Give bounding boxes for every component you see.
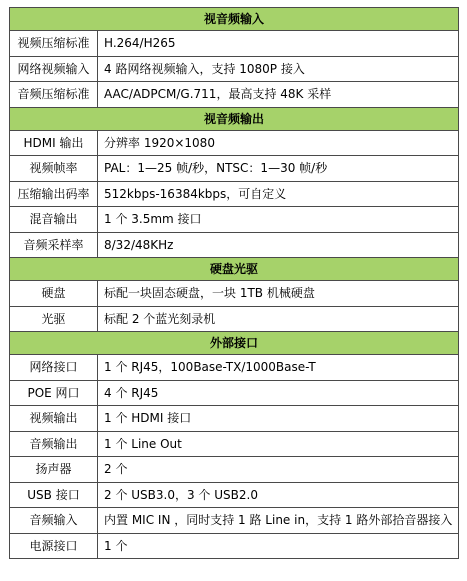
row-label: 音频输入 [10, 508, 98, 534]
table-row [10, 380, 459, 406]
table-row [10, 508, 459, 534]
row-label: 扬声器 [10, 457, 98, 483]
table-row [10, 31, 459, 57]
section-title: 硬盘光驱 [10, 258, 459, 281]
row-label: 硬盘 [10, 281, 98, 307]
row-value: 8/32/48KHz [98, 232, 459, 258]
table-row [10, 306, 459, 332]
row-value: AAC/ADPCM/G.711，最高支持 48K 采样 [98, 82, 459, 108]
row-value: 2 个 [98, 457, 459, 483]
section-header [10, 107, 459, 130]
table-row [10, 431, 459, 457]
row-label: HDMI 输出 [10, 130, 98, 156]
section-title: 视音频输出 [10, 107, 459, 130]
section-title: 视音频输入 [10, 8, 459, 31]
row-value: 标配 2 个蓝光刻录机 [98, 306, 459, 332]
row-value: 2 个 USB3.0，3 个 USB2.0 [98, 482, 459, 508]
section-title: 外部接口 [10, 332, 459, 355]
table-row [10, 232, 459, 258]
table-row [10, 457, 459, 483]
row-value: H.264/H265 [98, 31, 459, 57]
table-row [10, 281, 459, 307]
row-label: 网络视频输入 [10, 56, 98, 82]
row-value: 1 个 Line Out [98, 431, 459, 457]
table-row [10, 406, 459, 432]
row-label: 混音输出 [10, 207, 98, 233]
section-header [10, 258, 459, 281]
row-label: 音频采样率 [10, 232, 98, 258]
row-value: 1 个 [98, 533, 459, 559]
row-label: 视频压缩标准 [10, 31, 98, 57]
row-label: 光驱 [10, 306, 98, 332]
table-row [10, 82, 459, 108]
spec-table [9, 7, 459, 559]
row-label: 视频输出 [10, 406, 98, 432]
row-label: POE 网口 [10, 380, 98, 406]
row-value: 标配一块固态硬盘，一块 1TB 机械硬盘 [98, 281, 459, 307]
row-value: 分辨率 1920×1080 [98, 130, 459, 156]
table-row [10, 130, 459, 156]
row-value: 1 个 RJ45，100Base-TX/1000Base-T [98, 355, 459, 381]
table-row [10, 533, 459, 559]
row-label: 音频压缩标准 [10, 82, 98, 108]
row-value: 512kbps-16384kbps，可自定义 [98, 181, 459, 207]
table-row [10, 207, 459, 233]
row-value: 内置 MIC IN ，同时支持 1 路 Line in，支持 1 路外部拾音器接入 [98, 508, 459, 534]
table-row [10, 355, 459, 381]
table-row [10, 156, 459, 182]
row-label: 压缩输出码率 [10, 181, 98, 207]
section-header [10, 8, 459, 31]
row-value: 4 个 RJ45 [98, 380, 459, 406]
section-header [10, 332, 459, 355]
row-label: USB 接口 [10, 482, 98, 508]
row-label: 音频输出 [10, 431, 98, 457]
row-label: 电源接口 [10, 533, 98, 559]
row-label: 视频帧率 [10, 156, 98, 182]
row-value: PAL：1—25 帧/秒，NTSC：1—30 帧/秒 [98, 156, 459, 182]
table-row [10, 181, 459, 207]
row-value: 1 个 HDMI 接口 [98, 406, 459, 432]
table-row [10, 56, 459, 82]
row-value: 1 个 3.5mm 接口 [98, 207, 459, 233]
row-label: 网络接口 [10, 355, 98, 381]
table-row [10, 482, 459, 508]
row-value: 4 路网络视频输入，支持 1080P 接入 [98, 56, 459, 82]
